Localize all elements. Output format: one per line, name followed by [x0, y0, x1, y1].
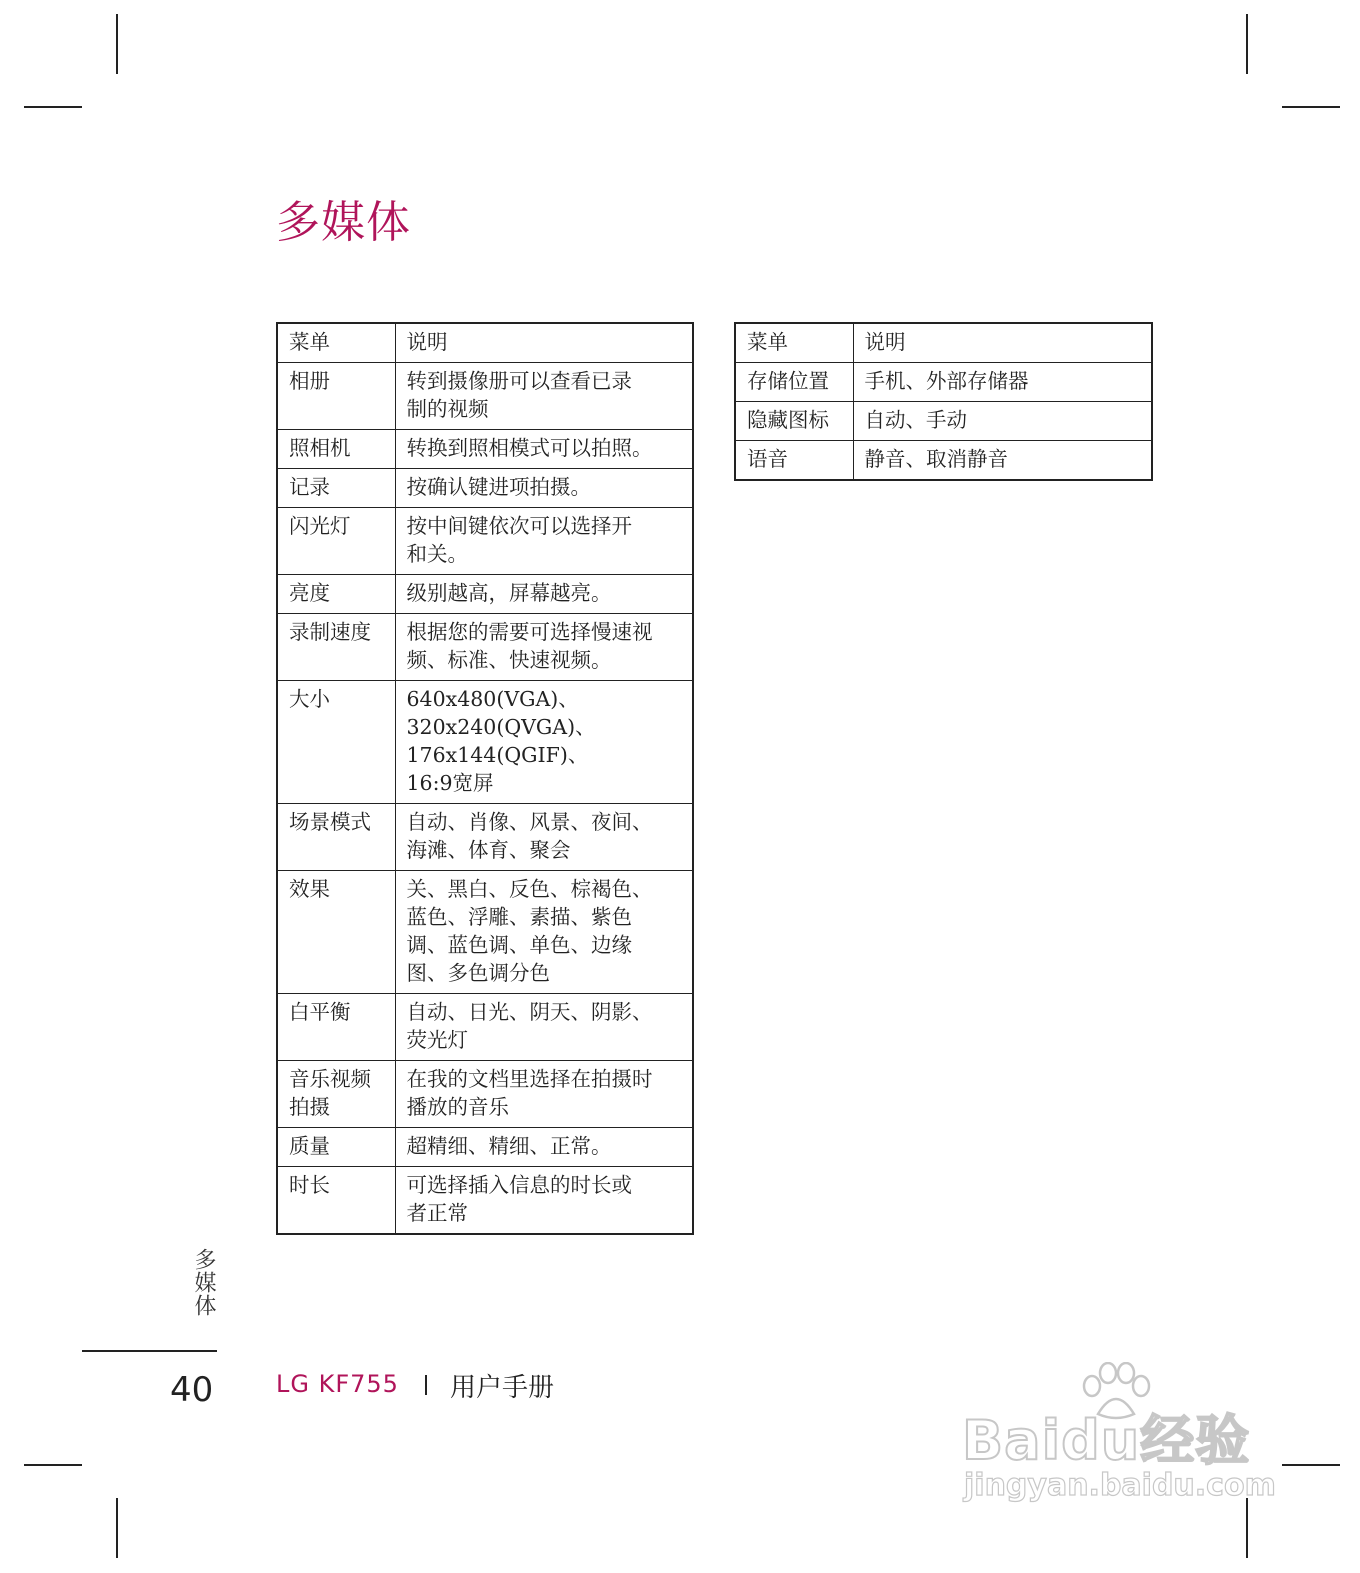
table-row: [277, 575, 693, 614]
crop-mark: [1246, 14, 1248, 74]
desc-cell: [395, 469, 693, 508]
cell-line: 录制速度: [289, 620, 371, 644]
side-section-label: 多媒体: [191, 1248, 216, 1317]
cell-line: 场景模式: [289, 810, 371, 834]
menu-cell: [277, 508, 395, 575]
table-row: [277, 614, 693, 681]
cell-line: 可选择插入信息的时长或: [406, 1173, 632, 1197]
menu-cell: [277, 614, 395, 681]
cell-line: 蓝色、浮雕、素描、紫色: [406, 905, 632, 929]
table-row: [277, 804, 693, 871]
cell-line: 照相机: [289, 436, 351, 460]
cell-line: 级别越高，屏幕越亮。: [406, 581, 612, 605]
crop-mark: [24, 1464, 82, 1466]
cell-line: 记录: [289, 475, 330, 499]
header-desc-cell: 说明: [853, 323, 1152, 363]
crop-mark: [1282, 1464, 1340, 1466]
cell-line: 音乐视频: [289, 1067, 371, 1091]
cell-line: 和关。: [406, 542, 468, 566]
footer-manual-title: 用户手册: [450, 1373, 555, 1403]
table-row: [277, 469, 693, 508]
cell-line: 640x480(VGA)、: [406, 687, 579, 711]
menu-cell: [277, 871, 395, 994]
cell-line: 转换到照相模式可以拍照。: [406, 436, 653, 460]
cell-line: 语音: [747, 447, 788, 471]
cell-line: 自动、手动: [864, 408, 967, 432]
cell-line: 自动、肖像、风景、夜间、: [406, 810, 653, 834]
page-title: 多媒体: [276, 197, 411, 248]
table-row: [277, 871, 693, 994]
table-header-row: [277, 323, 693, 363]
cell-line: 176x144(QGIF)、: [406, 743, 589, 767]
menu-cell: [735, 402, 853, 441]
table-header-row: [735, 323, 1152, 363]
cell-line: 荧光灯: [406, 1028, 468, 1052]
cell-line: 关、黑白、反色、棕褐色、: [406, 877, 653, 901]
crop-mark: [24, 106, 82, 108]
header-desc-cell: 说明: [395, 323, 693, 363]
desc-cell: [395, 430, 693, 469]
menu-cell: [277, 804, 395, 871]
footer-separator: [425, 1375, 427, 1395]
cell-line: 制的视频: [406, 397, 489, 421]
crop-mark: [116, 14, 118, 74]
cell-line: 白平衡: [289, 1000, 351, 1024]
table-row: [277, 1167, 693, 1235]
menu-cell: [735, 441, 853, 481]
footer-model: LG KF755: [276, 1370, 399, 1398]
desc-cell: [395, 575, 693, 614]
cell-line: 存储位置: [747, 369, 829, 393]
cell-line: 亮度: [289, 581, 330, 605]
desc-cell: [395, 614, 693, 681]
cell-line: 320x240(QVGA)、: [406, 715, 596, 739]
table-row: [277, 681, 693, 804]
cell-line: 时长: [289, 1173, 330, 1197]
desc-cell: [395, 508, 693, 575]
header-menu-cell: 菜单: [735, 323, 853, 363]
table-row: [277, 1061, 693, 1128]
cell-line: 大小: [289, 687, 330, 711]
storage-menu-table: [734, 322, 1153, 481]
cell-line: 超精细、精细、正常。: [406, 1134, 612, 1158]
table-row: [277, 1128, 693, 1167]
menu-cell: [277, 1167, 395, 1235]
desc-cell: [853, 441, 1152, 481]
crop-mark: [116, 1498, 118, 1558]
menu-cell: [735, 363, 853, 402]
menu-cell: [277, 994, 395, 1061]
side-rule: [82, 1350, 217, 1352]
cell-line: 频、标准、快速视频。: [406, 648, 612, 672]
cell-line: 16:9宽屏: [406, 771, 494, 795]
table-row: [277, 430, 693, 469]
desc-cell: [853, 402, 1152, 441]
desc-cell: [853, 363, 1152, 402]
menu-cell: [277, 1128, 395, 1167]
desc-cell: [395, 994, 693, 1061]
cell-line: 图、多色调分色: [406, 961, 550, 985]
desc-cell: [395, 804, 693, 871]
cell-line: 质量: [289, 1134, 330, 1158]
desc-cell: [395, 1128, 693, 1167]
cell-line: 海滩、体育、聚会: [406, 838, 571, 862]
cell-line: 按中间键依次可以选择开: [406, 514, 632, 538]
cell-line: 在我的文档里选择在拍摄时: [406, 1067, 653, 1091]
cell-line: 相册: [289, 369, 330, 393]
cell-line: 效果: [289, 877, 330, 901]
desc-cell: [395, 681, 693, 804]
table-row: [277, 363, 693, 430]
menu-cell: [277, 469, 395, 508]
table-row: [735, 441, 1152, 481]
cell-line: 按确认键进项拍摄。: [406, 475, 591, 499]
menu-cell: [277, 681, 395, 804]
desc-cell: [395, 871, 693, 994]
page-number: 40: [170, 1370, 214, 1410]
cell-line: 隐藏图标: [747, 408, 829, 432]
menu-cell: [277, 430, 395, 469]
watermark-url: jingyan.baidu.com: [964, 1468, 1276, 1503]
camera-menu-table: [276, 322, 694, 1235]
desc-cell: [395, 1061, 693, 1128]
cell-line: 者正常: [406, 1201, 468, 1225]
cell-line: 自动、日光、阴天、阴影、: [406, 1000, 653, 1024]
menu-cell: [277, 363, 395, 430]
menu-cell: [277, 1061, 395, 1128]
baidu-watermark: [958, 1360, 1278, 1520]
table-row: [735, 402, 1152, 441]
table-row: [277, 994, 693, 1061]
cell-line: 手机、外部存储器: [864, 369, 1029, 393]
cell-line: 拍摄: [289, 1095, 330, 1119]
cell-line: 根据您的需要可选择慢速视: [406, 620, 653, 644]
menu-cell: [277, 575, 395, 614]
table-row: [735, 363, 1152, 402]
cell-line: 静音、取消静音: [864, 447, 1008, 471]
cell-line: 播放的音乐: [406, 1095, 509, 1119]
watermark-logo-text: Baidu经验: [962, 1409, 1251, 1472]
crop-mark: [1282, 106, 1340, 108]
cell-line: 闪光灯: [289, 514, 351, 538]
header-menu-cell: 菜单: [277, 323, 395, 363]
cell-line: 调、蓝色调、单色、边缘: [406, 933, 632, 957]
desc-cell: [395, 1167, 693, 1235]
table-row: [277, 508, 693, 575]
cell-line: 转到摄像册可以查看已录: [406, 369, 632, 393]
desc-cell: [395, 363, 693, 430]
